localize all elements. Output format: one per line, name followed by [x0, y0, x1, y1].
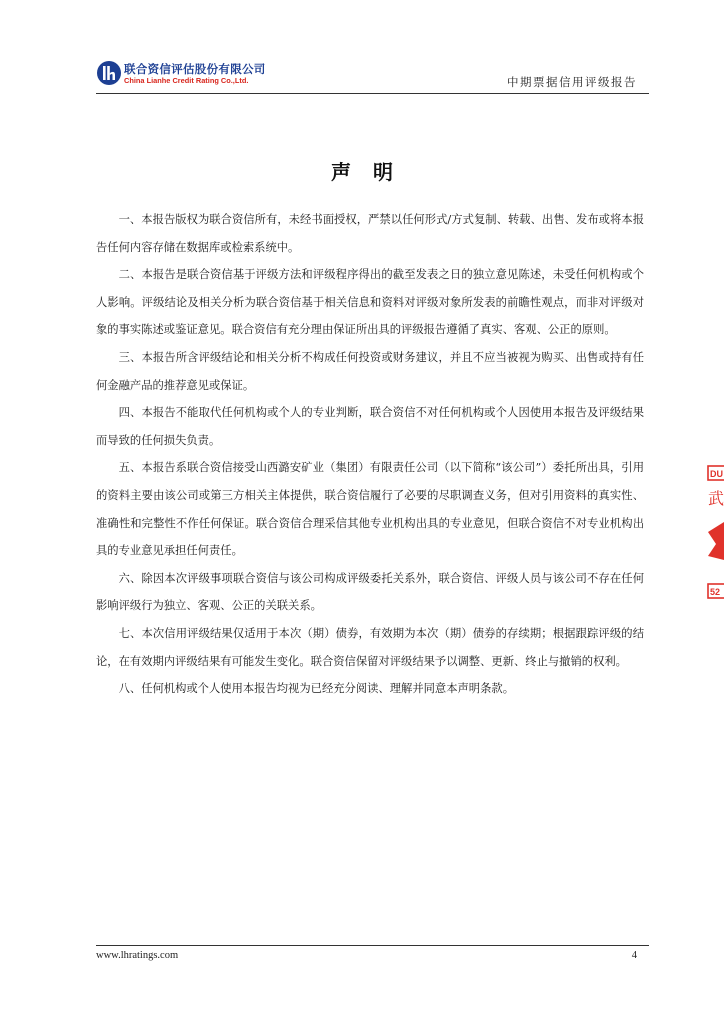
header-divider: [96, 93, 649, 94]
company-name-en: China Lianhe Credit Rating Co.,Ltd.: [124, 76, 249, 85]
declaration-item-3: 三、本报告所含评级结论和相关分析不构成任何投资或财务建议，并且不应当被视为购买、出售或持有任何金融产品的推荐意见或保证。: [96, 350, 644, 392]
lianhe-logo-icon: [96, 60, 122, 86]
stamp-text-bottom: 52: [710, 587, 721, 597]
declaration-item-5: 五、本报告系联合资信接受山西潞安矿业（集团）有限责任公司（以下简称“该公司”）委托所出具，引用的资料主要由该公司或第三方相关主体提供，联合资信履行了必要的尽职调查义务，但对引用资料的真实性、准确性和完整性不作任何保证。联合资信合理采信其他专业机构出具的专业意见，但联合资信不对专业机构出具的专业意见承担任何责任。: [96, 461, 644, 558]
company-logo: [96, 60, 296, 90]
declaration-item-6: 六、除因本次评级事项联合资信与该公司构成评级委托关系外，联合资信、评级人员与该公司不存在任何影响评级行为独立、客观、公正的关联关系。: [96, 571, 644, 613]
company-name-cn: 联合资信评估股份有限公司: [124, 62, 266, 76]
star-icon: [708, 522, 724, 560]
declaration-item-7: 七、本次信用评级结果仅适用于本次（期）债券，有效期为本次（期）债券的存续期；根据跟踪评级的结论，在有效期内评级结果有可能发生变化。联合资信保留对评级结果予以调整、更新、终止与撤销的权利。: [96, 626, 644, 668]
page-number: 4: [631, 950, 637, 961]
declaration-item-4: 四、本报告不能取代任何机构或个人的专业判断，联合资信不对任何机构或个人因使用本报告及评级结果而导致的任何损失负责。: [96, 406, 644, 447]
stamp-text-mid: 武: [708, 489, 724, 508]
declaration-body: [96, 206, 644, 703]
declaration-item-2: 二、本报告是联合资信基于评级方法和评级程序得出的截至发表之日的独立意见陈述，未受任何机构或个人影响。评级结论及相关分析为联合资信基于相关信息和资料对评级对象所发表的前瞻性观点，而非对评级对象的事实陈述或鉴证意见。联合资信有充分理由保证所出具的评级报告遵循了真实、客观、公正的原则。: [96, 268, 644, 337]
company-seal-stamp: [704, 460, 724, 610]
declaration-item-8: 八、任何机构或个人使用本报告均视为已经充分阅读、理解并同意本声明条款。: [118, 682, 514, 696]
footer-website: www.lhratings.com: [96, 950, 179, 961]
footer-divider: [96, 945, 649, 946]
stamp-text-top: DU: [710, 469, 723, 479]
report-type: 中期票据信用评级报告: [507, 75, 637, 89]
declaration-item-1: 一、本报告版权为联合资信所有，未经书面授权，严禁以任何形式/方式复制、转载、出售、发布或将本报告任何内容存储在数据库或检索系统中。: [96, 213, 644, 254]
page-title: 声明: [331, 160, 415, 184]
